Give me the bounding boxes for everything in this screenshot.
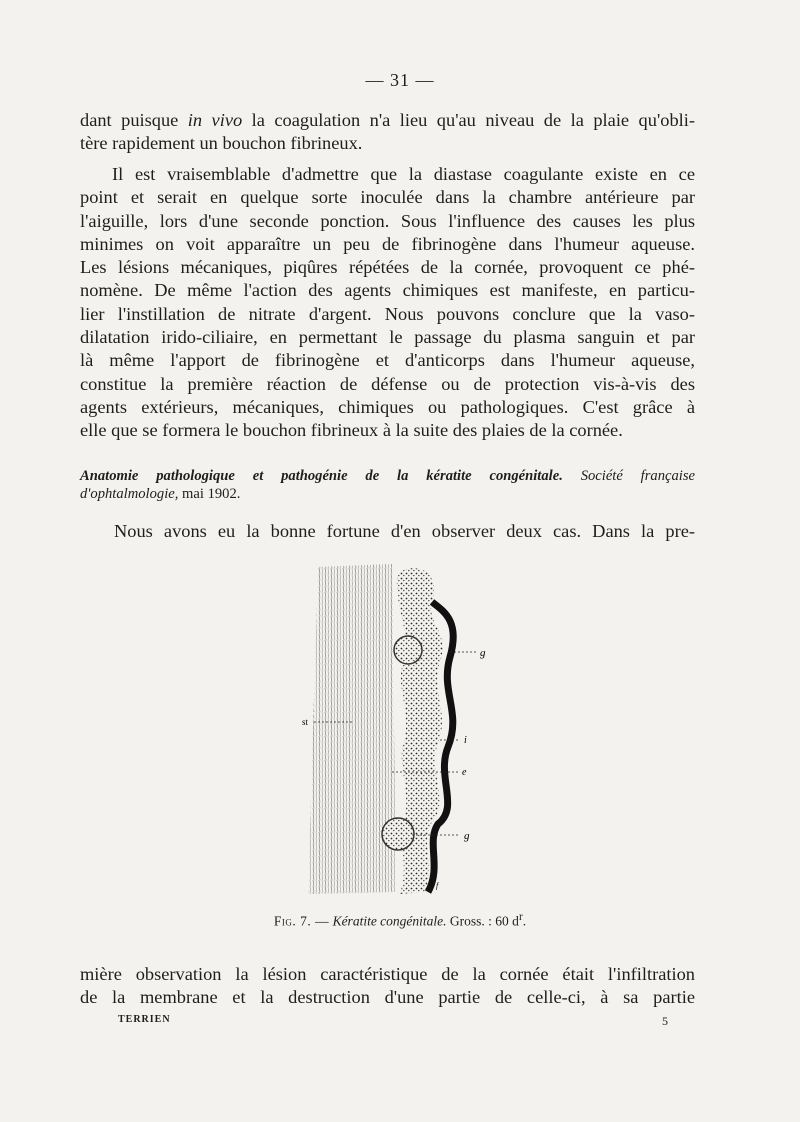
footer-sheet-number: 5 (662, 1014, 668, 1028)
paragraph-line: point et serait en quelque sorte inoculée dans la chambre antérieure par (80, 187, 695, 208)
paragraph-line: Les lésions mécaniques, piqûres répétées de la cornée, provoquent ce phé- (80, 257, 695, 278)
round-cluster-bottom (382, 818, 414, 850)
section-heading (80, 468, 695, 503)
round-cluster-top (394, 636, 422, 664)
figure-caption (0, 911, 800, 930)
paragraph-line: dilatation irido-ciliaire, en permettant le passage du plasma sanguin et par (80, 327, 695, 348)
section-source: d'ophtalmologie, (80, 485, 179, 502)
paragraph-line: Il est vraisemblable d'admettre que la diastase coagulante existe en ce (112, 164, 695, 184)
text-run: la coagulation n'a lieu qu'au niveau de la plaie qu'obli- (242, 110, 695, 130)
section-date: mai 1902. (182, 485, 241, 502)
section-source: Société française (580, 468, 695, 484)
figure-label-g-bottom: g (464, 830, 470, 842)
paragraph-line: elle que se formera le bouchon fibrineux à la suite des plaies de la cornée. (80, 420, 623, 441)
figure-label-e: e (462, 767, 467, 778)
stroma-region (308, 564, 396, 894)
italic-term: in vivo (187, 110, 243, 130)
footer-signature: TERRIEN (118, 1014, 171, 1025)
paragraph-line: mière observation la lésion caractéristique de la cornée était l'infiltration (80, 964, 695, 984)
paragraph-line: nomène. De même l'action des agents chimiques est manifeste, en particu- (80, 280, 695, 301)
paragraph-3 (80, 520, 695, 543)
paragraph-line: tère rapidement un bouchon fibrineux. (80, 133, 363, 154)
caption-sup: r (518, 911, 523, 923)
figure-label-st: st (302, 717, 309, 727)
paragraph-line: constitue la première réaction de défense ou de protection vis-à-vis des (80, 373, 695, 394)
paragraph-line: l'aiguille, lors d'une seconde ponction. Sous l'influence des causes les plus (80, 210, 695, 231)
histology-drawing (300, 562, 500, 897)
caption-title: Kératite congénitale. (332, 913, 447, 929)
paragraph-line: agents extérieurs, mécaniques, chimiques ou pathologiques. C'est grâce à (80, 396, 695, 417)
caption-end: . (522, 913, 527, 929)
page-number: — 31 — (365, 70, 435, 90)
figure-keratitis-illustration (300, 562, 500, 897)
text-run: dant puisque (80, 110, 188, 130)
paragraph-line: Nous avons eu la bonne fortune d'en observer deux cas. Dans la pre- (114, 521, 695, 541)
paragraph-4 (80, 963, 695, 1010)
paragraph-line (80, 109, 695, 132)
caption-label: Fig. 7. — (273, 913, 330, 929)
paragraph-1 (80, 109, 695, 156)
section-heading-line (80, 486, 695, 504)
paragraph-line: là même l'apport de fibrinogène et d'anticorps dans l'humeur aqueuse, (80, 350, 695, 371)
paragraph-line: de la membrane et la destruction d'une partie de celle-ci, à sa partie (80, 987, 695, 1008)
figure-label-f: f (436, 881, 439, 890)
paragraph-2 (80, 163, 695, 443)
paragraph-line: minimes on voit apparaître un peu de fibrinogène dans l'humeur aqueuse. (80, 233, 695, 254)
section-title: Anatomie pathologique et pathogénie de la kératite congénitale. (80, 468, 563, 484)
caption-gross: Gross. : 60 d (449, 913, 519, 929)
paragraph-line: lier l'instillation de nitrate d'argent. Nous pouvons conclure que la vaso- (80, 303, 695, 324)
figure-label-g-top: g (480, 647, 486, 659)
figure-label-i: i (464, 735, 467, 746)
section-heading-line (80, 468, 695, 486)
